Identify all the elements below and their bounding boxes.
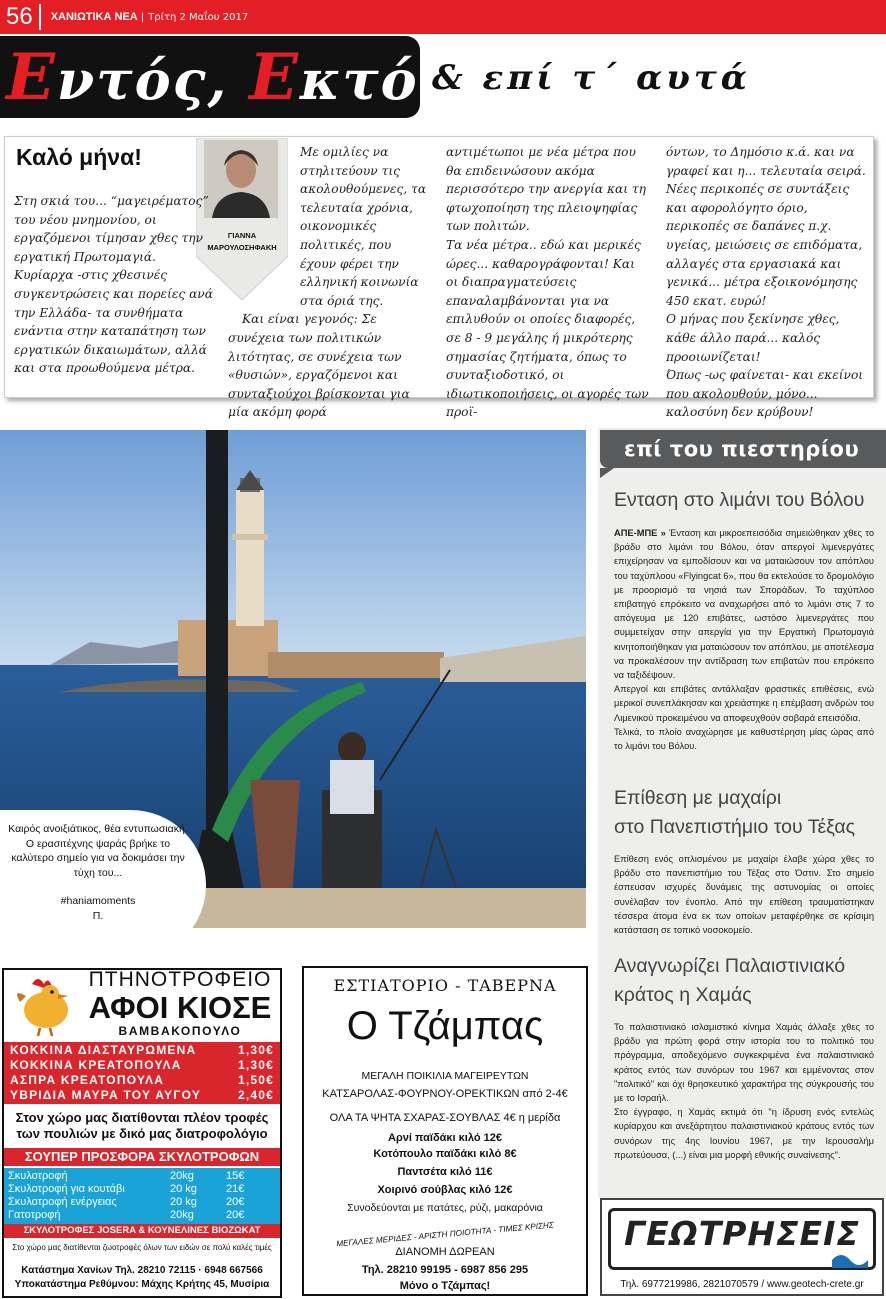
- ad1-offer-title: ΣΟΥΠΕΡ ΠΡΟΣΦΟΡΑ ΣΚΥΛΟΤΡΟΦΩΝ: [4, 1148, 280, 1166]
- ad1-offer-table: [4, 1168, 280, 1224]
- ad1-offer-row: Σκυλοτροφή ενέργειας 20 kg 20€: [8, 1196, 245, 1208]
- ad1-store-chania: Κατάστημα Χανίων Τηλ. 28210 72115 · 6948 667566: [21, 1265, 263, 1276]
- page-number: 56: [0, 4, 41, 30]
- news-title-hamas: Αναγνωρίζει Παλαιστινιακό κράτος η Χαμάς: [614, 955, 846, 1006]
- ad2-closing: Μόνο ο Τζάμπας!: [399, 1280, 491, 1292]
- ad2-top: ΕΣΤΙΑΤΟΡΙΟ - ΤΑΒΕΡΝΑ: [333, 976, 557, 995]
- ad1-place: ΒΑΜΒΑΚΟΠΟΥΛΟ: [118, 1024, 242, 1038]
- ad1-price-row: ΑΣΠΡΑ ΚΡΕΑΤΟΠΟΥΛΑ 1,50€: [10, 1073, 274, 1087]
- ad1-price-row: ΥΒΡΙΔΙΑ ΜΑΥΡΑ ΤΟΥ ΑΥΓΟΥ 2,40€: [10, 1088, 274, 1102]
- ad1-price-row: ΚΟΚΚΙΝΑ ΚΡΕΑΤΟΠΟΥΛΑ 1,30€: [10, 1058, 274, 1072]
- ad1-title: ΠΤΗΝΟΤΡΟΦΕΙΟ: [88, 968, 272, 991]
- top-bar: [0, 0, 886, 34]
- ad1-store-rethymno: Υποκατάστημα Ρεθύμνου: Μάχης Κρήτης 45, Μυσίρια: [14, 1279, 270, 1290]
- ad2-delivery: ΔΙΑΝΟΜΗ ΔΩΡΕΑΝ: [395, 1246, 495, 1258]
- ad1-note: Στον χώρο μας διατίθονται πλέον τροφές των πουλιών με δικό μας διατροφολόγιο: [15, 1110, 269, 1141]
- ad-poultry-farm: [2, 968, 282, 1298]
- editorial-title: Καλό μήνα!: [16, 144, 142, 170]
- editorial-column-1: Στη σκιά του... “μαγειρέματος” του νέου μνημονίου, οι εργαζόμενοι τίμησαν χθες την εργατική Πρωτομαγιά. Κυρίαρχα -στις χθεσινές συγκεντρώσεις και πορείες ανά την Ελλάδα- τα συνθήματα ενάντια στην καταπάτηση των εργατικών δικαιωμάτων, αλλά και στα προωθούμενα μέτρα.: [14, 194, 213, 376]
- ad2-line4: Αρνί παϊδάκι κιλό 12€: [388, 1132, 502, 1144]
- ad1-brands: ΣΚΥΛΟΤΡΟΦΕΣ JOSERA & ΚΟΥΝΕΛΙΝΕΣ ΒΙΟΖΩΚΑΤ: [4, 1224, 280, 1238]
- news-body-texas: Επίθεση ενός οπλισμένου με μαχαίρι έλαβε χώρα χθες το βράδυ στο πανεπιστήμιο του Τέξας στο Όστιν. Στο σημείο έσπευσαν ισχυρές δυνάμεις της αστυνομίας οι οποίες συνέλαβαν τον ένοπλο. Από την επίθεση τραυματίστηκαν τέσσερα άτομα ένα εκ των οποίων μεταφέρθηκε σε κρίσιμη κατάσταση σε τοπικό νοσοκομείο.: [614, 854, 874, 936]
- ad3-contact: Τηλ. 6977219986, 2821070579 / www.geotech-crete.gr: [620, 1279, 864, 1290]
- ad2-slogan: ΜΕΓΑΛΕΣ ΜΕΡΙΔΕΣ - ΑΡΙΣΤΗ ΠΟΙΟΤΗΤΑ - ΤΙΜΕΣ ΚΡΙΣΗΣ: [335, 1220, 555, 1249]
- news-title-volos: Ενταση στο λιμάνι του Βόλου: [614, 489, 865, 511]
- newspaper-name: ΧΑΝΙΩΤΙΚΑ ΝΕΑ: [50, 11, 138, 23]
- water-drop-icon: [832, 1240, 868, 1272]
- press-sidebar-header: επί του πιεστηρίου: [600, 430, 886, 468]
- ad2-line2: ΚΑΤΣΑΡΟΛΑΣ-ΦΟΥΡΝΟΥ-ΟΡΕΚΤΙΚΩΝ από 2-4€: [322, 1088, 568, 1100]
- editorial-column-2: Με ομιλίες να στηλιτεύουν τις ακολουθούμενες, τα τελευταία χρόνια, οικονομικές πολιτικές, που έχουν φέρει την ελληνική κοινωνία στα όριά της. Και είναι γεγονός: Σε συνέχεια των πολιτικών λιτότητας, σε συνέχεια των «θυσιών», εργαζόμενοι και συνταξιούχοι βρίσκονται για μία ακόμη φορά: [228, 145, 427, 420]
- news-body-hamas: Το παλαιστινιακό ισλαμιστικό κίνημα Χαμάς άλλαξε χθες το βράδυ για πρώτη φορά στην ιστορία του το πολιτικό του πρόγραμμα, αποδεχόμενο συγκεκριμένα ένα παλαιστινιακό κράτος εντός των συνόρων του 1967 και εμμένοντας στον "πολιτικό" και όχι θρησκευτικό χαρακτήρα της σύγκρουσής του με το Ισραήλ. Στο έγγραφο, η Χαμάς εκτιμά ότι "η ίδρυση ενός εντελώς κυρίαρχου και ανεξάρτητου παλαιστινιακού κράτους εντός των συνόρων της 4ης Ιουνίου 1967, με την Ιερουσαλήμ πρωτεύουσα, (...) είναι μια μορφή εθνικής συναίνεσης".: [614, 1022, 874, 1160]
- ad2-line5: Κοτόπουλο παϊδάκι κιλό 8€: [373, 1148, 517, 1160]
- ad1-offer-row: Σκυλοτροφή για κουτάβι 20 kg 21€: [8, 1183, 245, 1195]
- author-name: ΓΙΑΝΝΑ ΜΑΡΟΥΛΟΣΗΦΑΚΗ: [207, 231, 277, 252]
- press-sidebar-tab: [600, 468, 614, 478]
- editorial-column-3: αντιμέτωποι με νέα μέτρα που θα επιδεινώσουν ακόμα περισσότερο την ανεργία και τη φτωχοποίηση της πλειοψηφίας των πολιτών. Τα νέα μέτρα.. εδώ και μερικές ώρες... καθαρογράφονται! Και οι διαπραγματεύσεις επαναλαμβάνονται για να επιλυθούν οι οποίες διαφορές, σε 8 - 9 μεγάλης ή μικρότερης σημασίας ζητήματα, όπως το συνταξιοδοτικό, οι ιδιωτικοποιήσεις, οι αγορές των προϊ-: [446, 145, 649, 420]
- ad1-name: ΑΦΟΙ ΚΙΟΣΕ: [88, 990, 272, 1025]
- ad3-name: ΓΕΩΤΡΗΣΕΙΣ: [624, 1214, 860, 1253]
- ad1-offer-row: Γατοτροφή 20kg 20€: [8, 1209, 245, 1221]
- ad1-price-row: ΚΟΚΚΙΝΑ ΔΙΑΣΤΑΥΡΩΜΕΝΑ 1,30€: [10, 1043, 274, 1057]
- ad2-line3: ΟΛΑ ΤΑ ΨΗΤΑ ΣΧΑΡΑΣ-ΣΟΥΒΛΑΣ 4€ η μερίδα: [329, 1112, 561, 1124]
- ad1-offer-row: Σκυλοτροφή 20kg 15€: [8, 1170, 245, 1182]
- ad2-line1: ΜΕΓΑΛΗ ΠΟΙΚΙΛΙΑ ΜΑΓΕΙΡΕΥΤΩΝ: [361, 1070, 529, 1082]
- ad2-line7: Χοιρινό σούβλας κιλό 12€: [377, 1184, 513, 1196]
- column-masthead-title: Εντός, Εκτός...: [6, 40, 516, 115]
- ad-drilling: [600, 1198, 884, 1296]
- ad2-line8: Συνοδεύονται με πατάτες, ρύζι, μακαρόνια: [347, 1202, 543, 1214]
- rooster-icon: [10, 974, 80, 1038]
- issue-date: Τρίτη 2 Μαΐου 2017: [148, 11, 249, 23]
- ad2-line6: Παντσέτα κιλό 11€: [397, 1166, 493, 1178]
- ad2-name: Ο Τζάμπας: [346, 1004, 544, 1048]
- column-masthead-tail: & επί τ΄ αυτά: [432, 58, 751, 98]
- separator: |: [140, 11, 145, 23]
- news-body-volos: ΑΠΕ-ΜΠΕ » Ένταση και μικροεπεισόδια σημειώθηκαν χθες το βράδυ στο λιμάνι του Βόλου, όταν απεργοί λιμενεργάτες επιχείρησαν να εμποδίσουν και να ματαιώσουν τον απόπλου του ταχύπλοου «Flyingcat 6», που θα εκτελούσε το δρομολόγιο με προορισμό τα νησιά των Σποράδων. Το ταχύπλοο επιβατηγό επρόκειτο να αναχωρήσει από το λιμάνι στις 7 το απόγευμα με 120 επιβάτες, ωστόσο λιμενεργάτες που συμμετείχαν στην απεργία για την Εργατική Πρωτομαγιά κινητοποιήθηκαν για ματαιώσουν τον απόπλου, με αποτέλεσμα να προκαλέσουν την αντίδραση των επιβατών που επρόκειτο να ταξιδέψουν. Απεργοί και επιβάτες αντάλλαξαν φραστικές επιθέσεις, ενώ μερικοί συνεπλάκησαν και χρειάστηκε η επέμβαση ανδρών του Λιμενικού προκειμένου να αποφευχθούν σοβαρά επεισόδια. Τελικά, το πλοίο αναχώρησε με καθυστέρηση μίας ώρας από το λιμάνι του Βόλου.: [614, 528, 874, 752]
- ad2-phones: Τηλ. 28210 99195 - 6987 856 295: [361, 1264, 529, 1276]
- ad-taverna: [302, 966, 588, 1296]
- ad1-price-list: [4, 1042, 280, 1104]
- photo-caption: Καιρός ανοιξιάτικος, θέα εντυπωσιακή. Ο ερασιτέχνης ψαράς βρήκε το καλύτερο σημείο για να δοκιμάσει την τύχη του... #haniamoments Π.: [0, 810, 206, 960]
- ad1-small-print: Στο χώρο μας διατίθενται ζωοτροφές όλων των ειδών σε πολύ καλές τιμές: [12, 1243, 272, 1252]
- editorial-column-4: όντων, το Δημόσιο κ.ά. και να γραφεί και η... τελευταία σειρά. Νέες περικοπές σε συντάξεις και αφορολόγητο όριο, περικοπές σε δαπάνες π.χ. υγείας, μειώσεις σε επιδόματα, αλλαγές στα εργασιακά και γενικά... μέτρα εξοικονόμησης 450 εκατ. ευρώ! Ο μήνας που ξεκίνησε χθες, κάθε άλλο παρά... καλός προοιωνίζεται! Όπως -ως φαίνεται- και εκείνοι που ακολουθούν, μόνο... καλοσύνη δεν κρύβουν!: [666, 145, 866, 420]
- news-title-texas: Επίθεση με μαχαίρι στο Πανεπιστήμιο του Τέξας: [614, 787, 856, 838]
